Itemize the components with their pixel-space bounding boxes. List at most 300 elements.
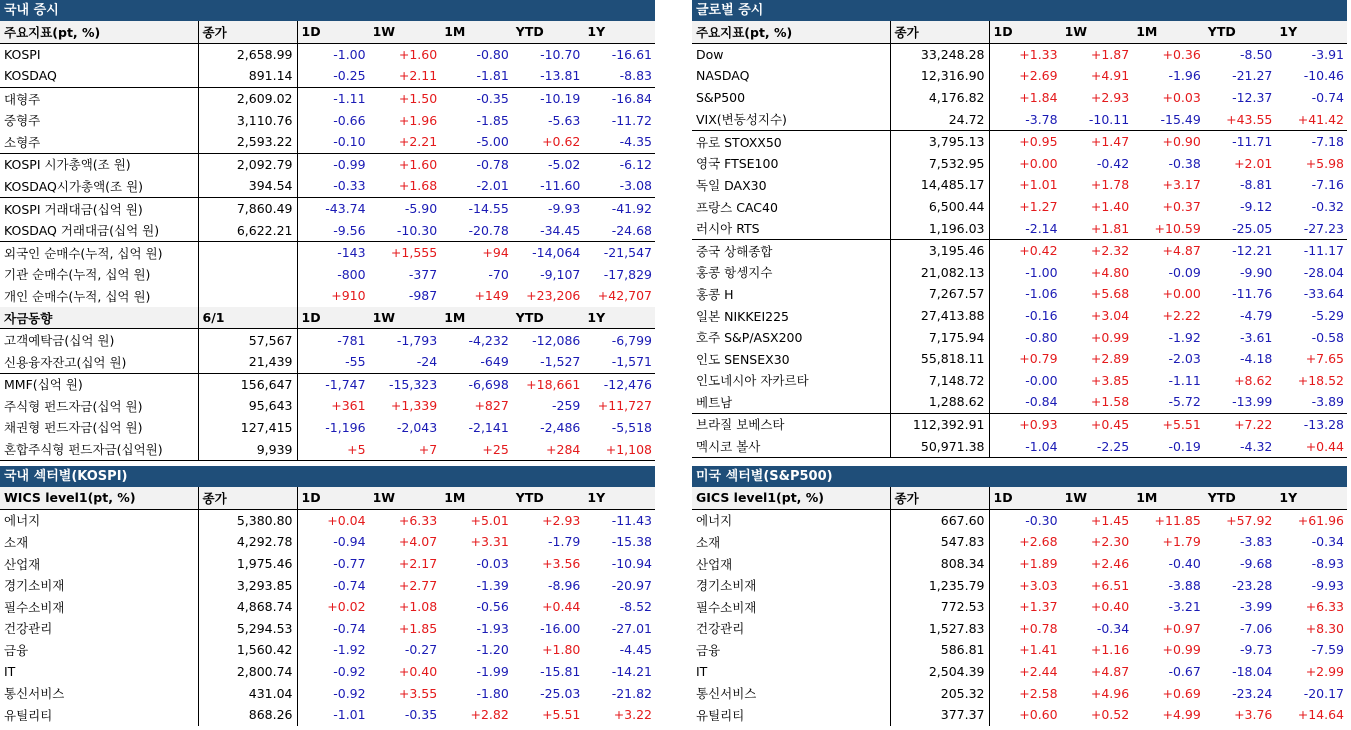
table-row — [692, 639, 1347, 661]
change-value: -3.91 — [1311, 46, 1344, 62]
us-sector-table — [692, 487, 1347, 726]
column-header: 1W — [369, 307, 441, 329]
global-market-title: 글로벌 증시 — [692, 0, 1347, 21]
change-value: +94 — [440, 241, 512, 263]
row-label: 통신서비스 — [692, 682, 890, 704]
table-row — [692, 661, 1347, 683]
change-value: +6.33 — [1305, 599, 1344, 615]
change-value: -0.35 — [440, 87, 512, 109]
column-header: 1W — [1061, 487, 1133, 509]
change-value: +0.52 — [1090, 707, 1130, 723]
close-value: 3,293.85 — [198, 574, 297, 596]
row-label: 호주 S&P/ASX200 — [692, 326, 890, 348]
row-label: KOSPI 거래대금(십억 원) — [0, 197, 198, 219]
table-row — [692, 370, 1347, 392]
change-value: +0.40 — [398, 664, 438, 680]
change-value: -2,043 — [396, 419, 438, 435]
table-row — [692, 413, 1347, 435]
close-value: 377.37 — [890, 704, 989, 726]
change-value: -1.00 — [333, 46, 366, 62]
change-value: -1,571 — [611, 354, 652, 370]
table-header-row — [0, 21, 655, 43]
column-header: 1Y — [583, 21, 655, 43]
change-value: +0.97 — [1162, 620, 1201, 636]
change-value: +1.01 — [1019, 177, 1058, 193]
change-value: -25.03 — [540, 685, 581, 701]
table-row — [0, 618, 655, 640]
close-value: 3,110.76 — [198, 109, 297, 131]
close-value: 7,148.72 — [890, 370, 989, 392]
row-label: 홍콩 항셍지수 — [692, 262, 890, 284]
change-value: -5.02 — [512, 153, 584, 175]
change-value: +2.21 — [398, 134, 438, 150]
change-value: +1.81 — [1090, 220, 1130, 236]
change-value: -0.40 — [1168, 556, 1201, 572]
change-value: +2.17 — [398, 556, 438, 572]
change-value: -14.21 — [611, 664, 652, 680]
change-value: +2.99 — [1305, 664, 1344, 680]
change-value: -3.83 — [1240, 534, 1273, 550]
close-value: 112,392.91 — [890, 413, 989, 435]
change-value: +1.47 — [1061, 130, 1133, 152]
change-value: -11.71 — [1204, 130, 1276, 152]
column-header: 1D — [297, 487, 369, 509]
table-row — [692, 87, 1347, 109]
table-row — [0, 639, 655, 661]
close-value: 2,609.02 — [198, 87, 297, 109]
row-label: 외국인 순매수(누적, 십억 원) — [0, 241, 198, 263]
change-value: -24.68 — [611, 222, 652, 238]
change-value: -0.66 — [333, 112, 366, 128]
change-value: +0.93 — [989, 413, 1061, 435]
table-header-row — [0, 307, 655, 329]
change-value: -2,486 — [540, 419, 581, 435]
row-label: 인도 SENSEX30 — [692, 348, 890, 370]
change-value: +1.27 — [1019, 199, 1058, 215]
change-value: -12.21 — [1204, 239, 1276, 261]
change-value: -9.93 — [512, 197, 584, 219]
change-value: -7.59 — [1311, 642, 1344, 658]
close-value: 667.60 — [890, 509, 989, 531]
row-label: 소재 — [0, 531, 198, 553]
change-value: -8.83 — [619, 68, 652, 84]
change-value: -3.08 — [619, 178, 652, 194]
close-value: 21,439 — [198, 351, 297, 373]
change-value: -6,799 — [611, 332, 652, 348]
row-label: 중국 상해종합 — [692, 239, 890, 261]
change-value: -0.10 — [333, 134, 366, 150]
column-header: 1Y — [1275, 21, 1347, 43]
change-value: -1.01 — [333, 707, 366, 723]
close-value: 9,939 — [198, 438, 297, 460]
change-value: -1,793 — [396, 332, 438, 348]
change-value: +0.00 — [1162, 286, 1201, 302]
change-value: -12,476 — [583, 373, 655, 395]
row-label: 통신서비스 — [0, 682, 198, 704]
change-value: +0.99 — [1162, 642, 1201, 658]
close-value: 7,532.95 — [890, 153, 989, 175]
table-row — [0, 153, 655, 175]
table-row — [692, 305, 1347, 327]
change-value: +0.36 — [1162, 46, 1201, 62]
change-value: +2.89 — [1090, 351, 1130, 367]
column-header: YTD — [512, 487, 584, 509]
domestic-market-table — [0, 21, 655, 461]
change-value: -0.38 — [1168, 155, 1201, 171]
change-value: +1.78 — [1090, 177, 1130, 193]
change-value: +2.30 — [1090, 534, 1130, 550]
close-value: 1,975.46 — [198, 553, 297, 575]
row-label: 경기소비재 — [692, 574, 890, 596]
column-header: 1M — [1132, 487, 1204, 509]
change-value: +1,339 — [390, 398, 438, 414]
row-label: 유틸리티 — [0, 704, 198, 726]
change-value: +2.11 — [398, 68, 438, 84]
change-value: +18,661 — [512, 373, 584, 395]
table-row — [0, 65, 655, 87]
change-value: +3.85 — [1090, 372, 1130, 388]
change-value: -1,196 — [325, 419, 366, 435]
kr-sector-title: 국내 섹터별(KOSPI) — [0, 466, 655, 487]
row-label: 필수소비재 — [0, 596, 198, 618]
table-row — [0, 351, 655, 373]
change-value: +1.84 — [1019, 90, 1058, 106]
row-label: 러시아 RTS — [692, 217, 890, 239]
table-row — [692, 682, 1347, 704]
change-value: -9.68 — [1240, 556, 1273, 572]
close-value — [198, 285, 297, 307]
change-value: -5.63 — [548, 112, 581, 128]
table-row — [0, 395, 655, 417]
change-value: +0.44 — [542, 599, 581, 615]
change-value: -0.92 — [333, 664, 366, 680]
table-header-row — [0, 487, 655, 509]
change-value: -0.78 — [440, 153, 512, 175]
change-value: -4.45 — [619, 642, 652, 658]
table-row — [692, 348, 1347, 370]
change-value: -11.76 — [1232, 286, 1273, 302]
close-value: 24.72 — [890, 108, 989, 130]
change-value: -800 — [337, 266, 366, 282]
close-value: 394.54 — [198, 175, 297, 197]
change-value: +3.03 — [1019, 577, 1058, 593]
change-value: -0.74 — [1311, 90, 1344, 106]
change-value: -5,518 — [611, 419, 652, 435]
table-row — [0, 704, 655, 726]
row-label: 대형주 — [0, 87, 198, 109]
change-value: +8.62 — [1234, 372, 1273, 388]
table-row — [0, 329, 655, 351]
close-value: 1,560.42 — [198, 639, 297, 661]
table-row — [0, 175, 655, 197]
close-value: 4,176.82 — [890, 87, 989, 109]
change-value: -12.37 — [1232, 90, 1273, 106]
change-value: -23.28 — [1232, 577, 1273, 593]
close-value: 868.26 — [198, 704, 297, 726]
change-value: -20.78 — [468, 222, 509, 238]
change-value: -4,232 — [468, 332, 509, 348]
table-header-row — [692, 21, 1347, 43]
change-value: -7.16 — [1311, 177, 1344, 193]
change-value: +1,108 — [583, 438, 655, 460]
change-value: -10.19 — [512, 87, 584, 109]
change-value: +10.59 — [1154, 220, 1201, 236]
change-value: -8.50 — [1240, 46, 1273, 62]
column-header: WICS level1(pt, %) — [0, 487, 198, 509]
change-value: -1.92 — [1168, 329, 1201, 345]
change-value: -12,086 — [532, 332, 581, 348]
change-value: -21.27 — [1232, 68, 1273, 84]
table-row — [692, 704, 1347, 726]
table-row — [692, 130, 1347, 152]
row-label: Dow — [692, 43, 890, 65]
change-value: -9.12 — [1240, 199, 1273, 215]
change-value: -10.94 — [611, 556, 652, 572]
row-label: 베트남 — [692, 391, 890, 413]
table-row — [0, 241, 655, 263]
change-value: -43.74 — [297, 197, 369, 219]
row-label: 홍콩 H — [692, 283, 890, 305]
change-value: +1.16 — [1090, 642, 1130, 658]
close-value: 4,292.78 — [198, 531, 297, 553]
change-value: -33.64 — [1303, 286, 1344, 302]
table-row — [0, 682, 655, 704]
change-value: -3.99 — [1240, 599, 1273, 615]
change-value: -2.14 — [1025, 220, 1058, 236]
column-header: 1W — [369, 21, 441, 43]
change-value: -0.25 — [333, 68, 366, 84]
close-value: 586.81 — [890, 639, 989, 661]
column-header: 1D — [989, 21, 1061, 43]
change-value: +4.87 — [1090, 664, 1130, 680]
change-value: -4.32 — [1204, 435, 1276, 457]
change-value: -11.72 — [611, 112, 652, 128]
change-value: -8.93 — [1311, 556, 1344, 572]
change-value: -8.81 — [1240, 177, 1273, 193]
table-row — [0, 43, 655, 65]
change-value: +2.22 — [1162, 308, 1201, 324]
change-value: -0.92 — [333, 685, 366, 701]
change-value: -10.46 — [1303, 68, 1344, 84]
change-value: -3.78 — [1025, 111, 1058, 127]
change-value: +1.80 — [542, 642, 581, 658]
change-value: -9.90 — [1240, 264, 1273, 280]
change-value: +2.68 — [1019, 534, 1058, 550]
table-row — [692, 326, 1347, 348]
change-value: -4.79 — [1240, 308, 1273, 324]
change-value: -10.70 — [540, 46, 581, 62]
change-value: -143 — [297, 241, 369, 263]
change-value: -0.74 — [333, 577, 366, 593]
change-value: +1.87 — [1090, 46, 1130, 62]
change-value: -13.28 — [1275, 413, 1347, 435]
change-value: +0.90 — [1132, 130, 1204, 152]
row-label: 멕시코 볼사 — [692, 435, 890, 457]
column-header: 1M — [1132, 21, 1204, 43]
column-header: 종가 — [198, 21, 297, 43]
close-value: 2,800.74 — [198, 661, 297, 683]
table-row — [0, 197, 655, 219]
table-row — [692, 153, 1347, 175]
column-header: 주요지표(pt, %) — [0, 21, 198, 43]
close-value: 6,500.44 — [890, 196, 989, 218]
change-value: +1.37 — [1019, 599, 1058, 615]
row-label: 영국 FTSE100 — [692, 153, 890, 175]
change-value: +7 — [369, 438, 441, 460]
table-row — [692, 553, 1347, 575]
close-value: 7,175.94 — [890, 326, 989, 348]
change-value: -2.03 — [1168, 351, 1201, 367]
change-value: +1.68 — [398, 178, 438, 194]
change-value: -0.74 — [333, 620, 366, 636]
change-value: -0.35 — [404, 707, 438, 723]
change-value: -0.33 — [333, 178, 366, 194]
table-row — [0, 264, 655, 286]
table-row — [692, 196, 1347, 218]
row-label: 금융 — [692, 639, 890, 661]
row-label: 기관 순매수(누적, 십억 원) — [0, 264, 198, 286]
change-value: +2.69 — [1019, 68, 1058, 84]
column-header: 1W — [1061, 21, 1133, 43]
change-value: +827 — [474, 398, 509, 414]
change-value: +41.42 — [1297, 111, 1344, 127]
change-value: -13.81 — [540, 68, 581, 84]
table-row — [0, 285, 655, 307]
change-value: -7.06 — [1240, 620, 1273, 636]
change-value: -1,747 — [297, 373, 369, 395]
row-label: IT — [0, 661, 198, 683]
change-value: +0.78 — [1019, 620, 1058, 636]
change-value: -9.56 — [333, 222, 366, 238]
row-label: 경기소비재 — [0, 574, 198, 596]
change-value: +0.45 — [1061, 413, 1133, 435]
change-value: +1.58 — [1090, 394, 1130, 410]
row-label: 필수소비재 — [692, 596, 890, 618]
column-header: 주요지표(pt, %) — [692, 21, 890, 43]
change-value: +2.93 — [542, 512, 581, 528]
row-label: 산업재 — [692, 553, 890, 575]
column-header: 1M — [440, 21, 512, 43]
change-value: +2.58 — [1019, 685, 1058, 701]
table-row — [692, 174, 1347, 196]
change-value: -4.18 — [1240, 351, 1273, 367]
table-row — [0, 373, 655, 395]
close-value: 7,267.57 — [890, 283, 989, 305]
row-label: 인도네시아 자카르타 — [692, 370, 890, 392]
change-value: +910 — [331, 288, 366, 304]
change-value: -0.30 — [1025, 512, 1058, 528]
column-header: 1D — [297, 307, 369, 329]
row-label: 고객예탁금(십억 원) — [0, 329, 198, 351]
table-row — [692, 217, 1347, 239]
change-value: -0.99 — [297, 153, 369, 175]
global-market-table — [692, 21, 1347, 458]
table-header-row — [692, 487, 1347, 509]
change-value: -20.17 — [1303, 685, 1344, 701]
change-value: -1.81 — [476, 68, 509, 84]
change-value: -14.55 — [440, 197, 512, 219]
change-value: +149 — [474, 288, 509, 304]
change-value: +4.96 — [1090, 685, 1130, 701]
change-value: -987 — [408, 288, 438, 304]
change-value: -0.94 — [333, 534, 366, 550]
change-value: +0.99 — [1090, 329, 1130, 345]
change-value: +11.85 — [1154, 512, 1201, 528]
change-value: -15,323 — [369, 373, 441, 395]
close-value: 3,195.46 — [890, 239, 989, 261]
change-value: -34.45 — [540, 222, 581, 238]
change-value: +2.01 — [1234, 155, 1273, 171]
table-row — [692, 239, 1347, 261]
close-value — [198, 241, 297, 263]
change-value: +0.44 — [1275, 435, 1347, 457]
close-value: 431.04 — [198, 682, 297, 704]
change-value: -1.39 — [476, 577, 509, 593]
table-row — [0, 131, 655, 153]
change-value: +1,555 — [369, 241, 441, 263]
row-label: KOSPI 시가총액(조 원) — [0, 153, 198, 175]
change-value: -0.09 — [1168, 264, 1201, 280]
row-label: 주식형 펀드자금(십억 원) — [0, 395, 198, 417]
row-label: 금융 — [0, 639, 198, 661]
column-header: 종가 — [890, 21, 989, 43]
change-value: -649 — [480, 354, 509, 370]
row-label: 프랑스 CAC40 — [692, 196, 890, 218]
table-row — [692, 262, 1347, 284]
change-value: -14,064 — [512, 241, 584, 263]
change-value: +3.22 — [613, 707, 652, 723]
change-value: +4.87 — [1132, 239, 1204, 261]
global-market-panel — [692, 0, 1347, 458]
column-header: YTD — [1204, 487, 1276, 509]
change-value: -9.93 — [1311, 577, 1344, 593]
change-value: -27.01 — [611, 620, 652, 636]
change-value: -27.23 — [1303, 220, 1344, 236]
change-value: -1.06 — [1025, 286, 1058, 302]
change-value: -70 — [488, 266, 509, 282]
change-value: +4.99 — [1162, 707, 1201, 723]
change-value: -55 — [345, 354, 366, 370]
row-label: 소형주 — [0, 131, 198, 153]
change-value: -1.85 — [476, 112, 509, 128]
change-value: -10.30 — [396, 222, 438, 238]
table-row — [0, 531, 655, 553]
close-value: 127,415 — [198, 417, 297, 439]
change-value: -3.88 — [1168, 577, 1201, 593]
close-value: 5,294.53 — [198, 618, 297, 640]
change-value: +61.96 — [1297, 512, 1344, 528]
change-value: +43.55 — [1226, 111, 1273, 127]
row-label: 에너지 — [0, 509, 198, 531]
table-row — [0, 596, 655, 618]
change-value: -17,829 — [603, 266, 652, 282]
change-value: +1.33 — [1019, 46, 1058, 62]
change-value: +6.51 — [1090, 577, 1130, 593]
column-header: 1Y — [583, 307, 655, 329]
change-value: +1.85 — [398, 620, 438, 636]
change-value: -3.89 — [1311, 394, 1344, 410]
change-value: +1.96 — [398, 112, 438, 128]
table-row — [692, 65, 1347, 87]
row-label: KOSDAQ — [0, 65, 198, 87]
change-value: -2,141 — [468, 419, 509, 435]
change-value: +1.45 — [1090, 512, 1130, 528]
change-value: -0.34 — [1311, 534, 1344, 550]
column-header: 1M — [440, 487, 512, 509]
change-value: +284 — [512, 438, 584, 460]
row-label: VIX(변동성지수) — [692, 108, 890, 130]
table-row — [0, 219, 655, 241]
